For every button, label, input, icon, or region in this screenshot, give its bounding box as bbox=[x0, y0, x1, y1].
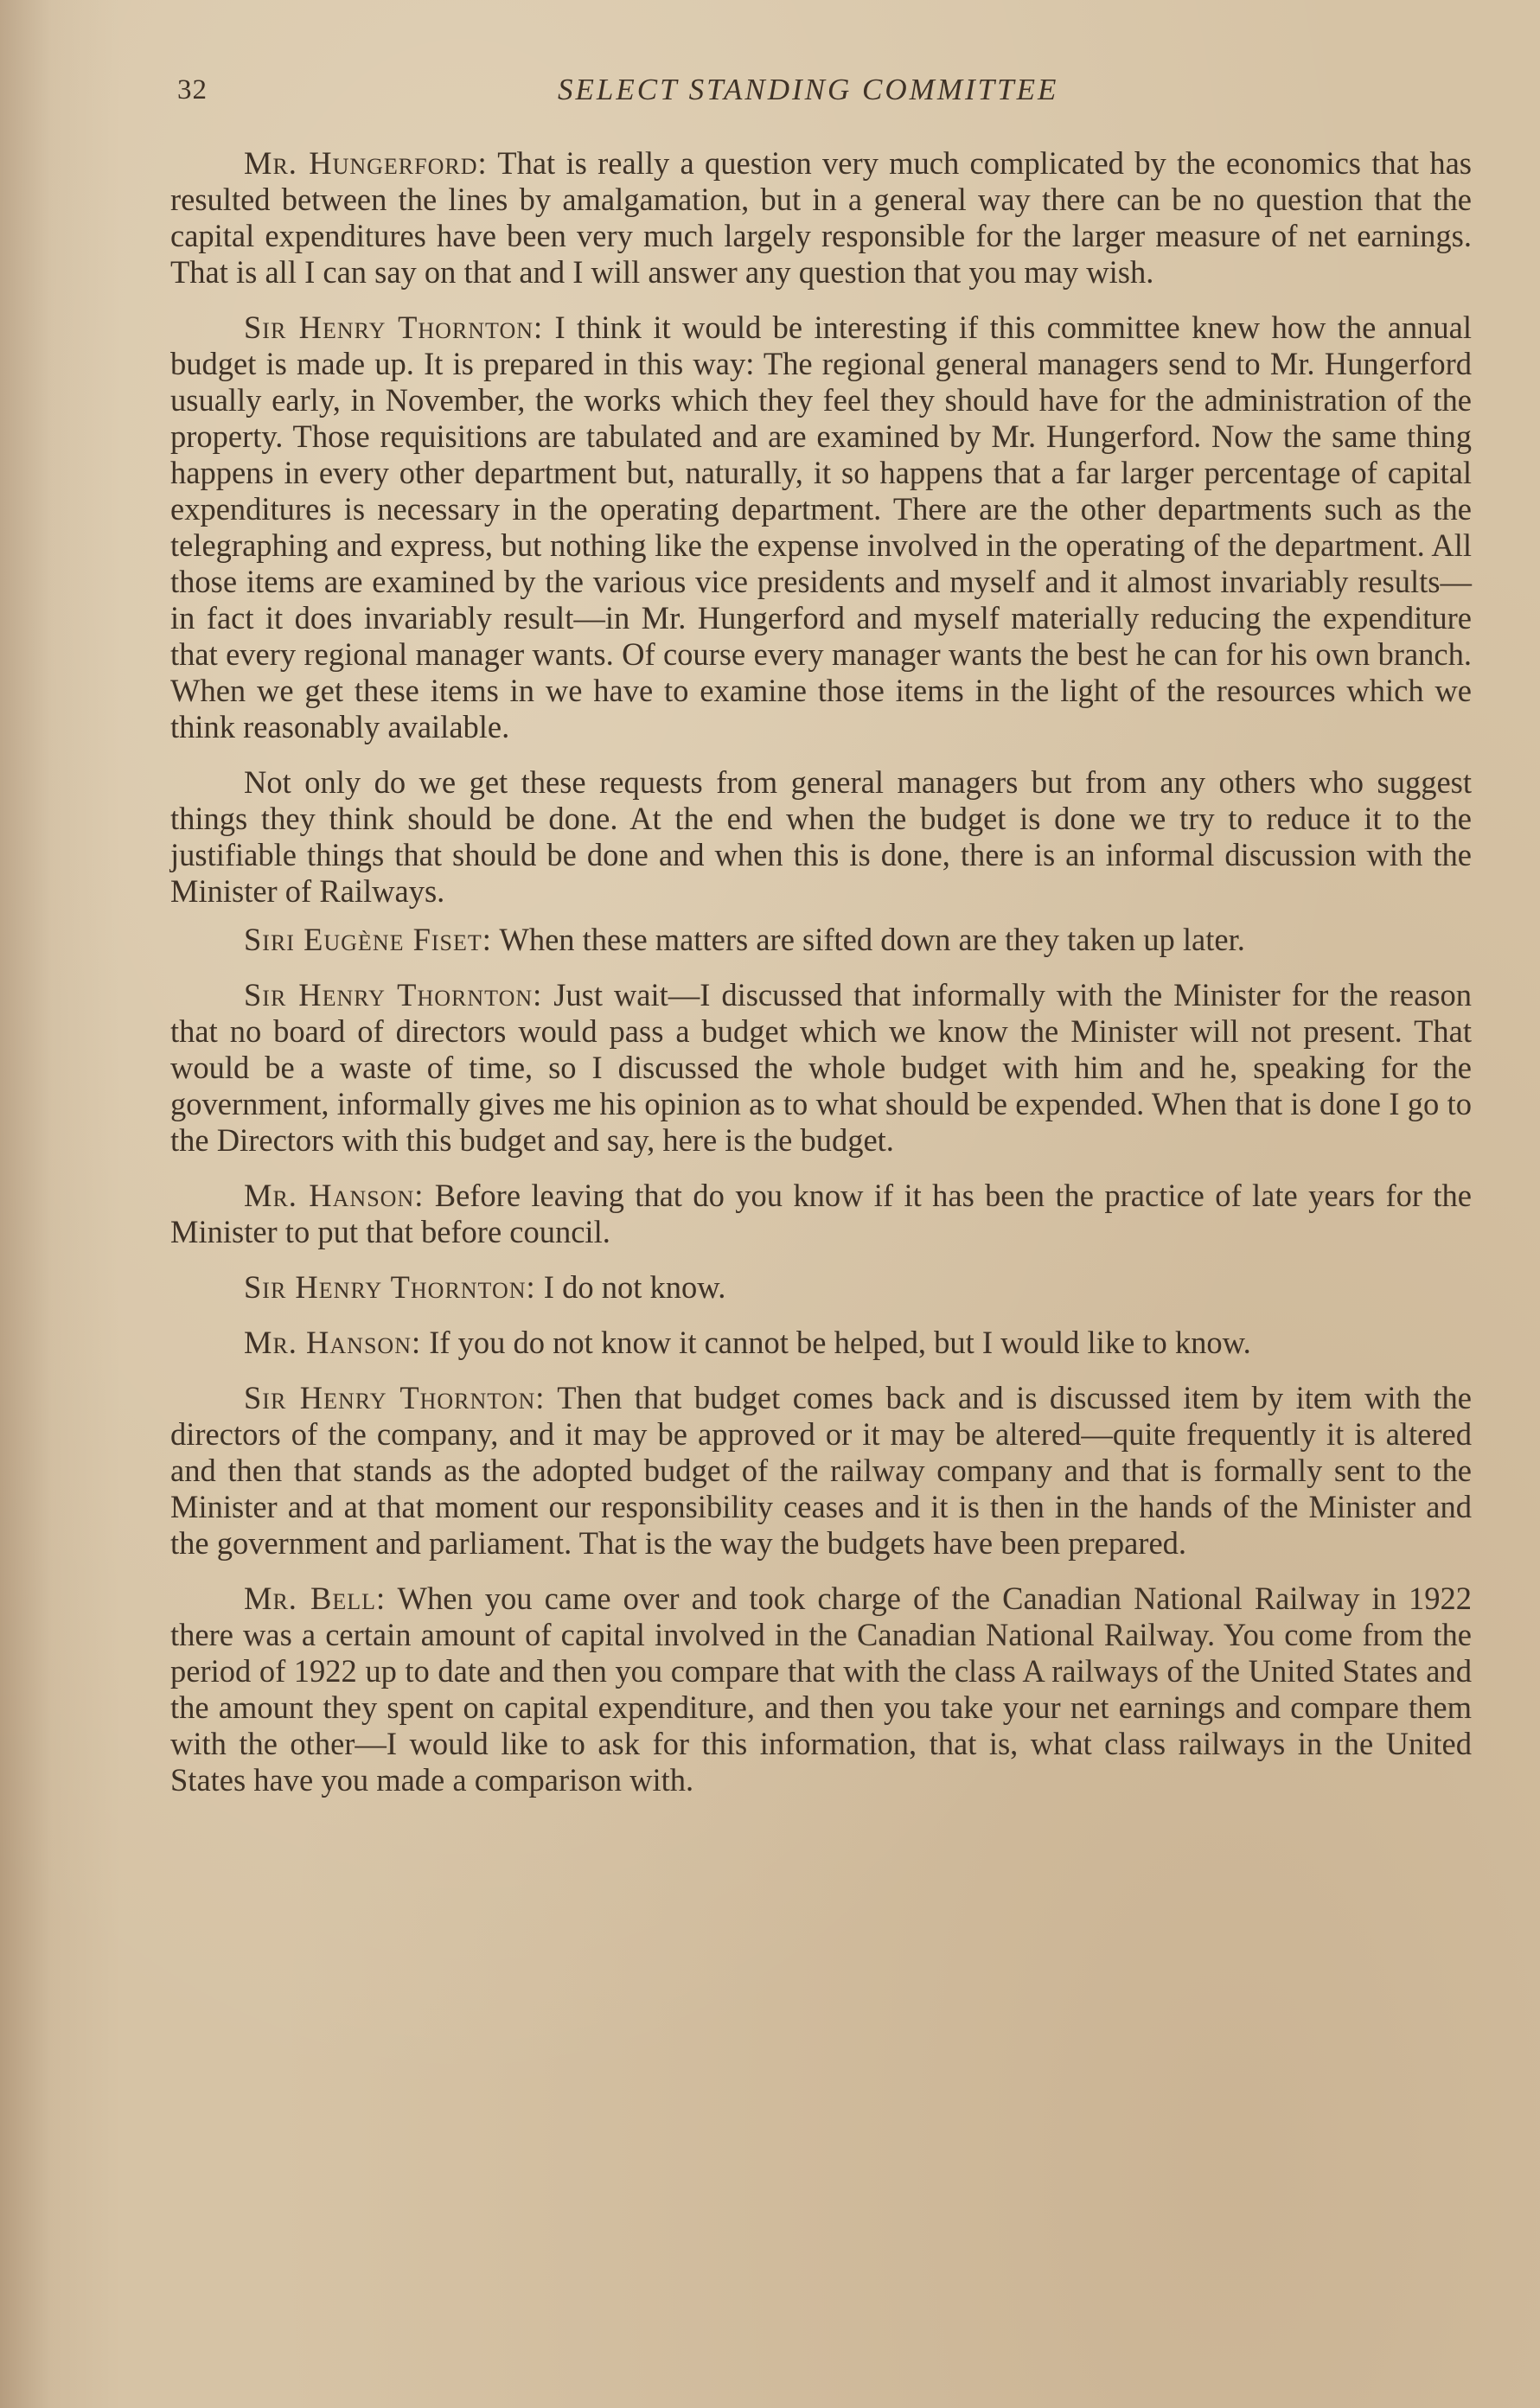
paragraph-text: If you do not know it cannot be helped, but I would like to know. bbox=[421, 1325, 1251, 1360]
page-number: 32 bbox=[177, 74, 208, 105]
speaker-name: Sir Henry Thornton: bbox=[244, 310, 544, 345]
paragraph bbox=[170, 1380, 1472, 1562]
speaker-name: Mr. Hanson: bbox=[244, 1325, 422, 1360]
paragraph-text: When you came over and took charge of the Canadian National Railway in 1922 there was a certain amount of capital involved in the Canadian National Railway. You come from the period of 1922 up to date and then you compare that with the class A railways of the United States and the amount they spent on capital expenditure, and then you take your net earnings and compare them with the other—I would like to ask for this information, that is, what class railways in the United States have you made a comparison with. bbox=[170, 1581, 1472, 1798]
paragraph-text: I do not know. bbox=[535, 1269, 726, 1305]
paragraph bbox=[170, 977, 1472, 1159]
speaker-name: Sir Henry Thornton: bbox=[244, 1269, 536, 1305]
paragraph bbox=[170, 1325, 1472, 1361]
paragraph-text: Not only do we get these requests from general managers but from any others who suggest things they think should be done. At the end when the budget is done we try to reduce it to the justifiable things that should be done and when this is done, there is an informal discussion with the Minister of Railways. bbox=[170, 764, 1472, 909]
page-header bbox=[177, 71, 1474, 114]
speaker-name: Siri Eugène Fiset: bbox=[244, 922, 492, 957]
paragraph bbox=[170, 1269, 1472, 1306]
paragraph-text: Then that budget comes back and is discussed item by item with the directors of the company, and it may be approved or it may be altered—quite frequently it is altered and then that stands as the adopted budget of the railway company and that is formally sent to the Minister and at that moment our responsibility ceases and it is then in the hands of the Minister and the government and parliament. That is the way the budgets have been prepared. bbox=[170, 1380, 1472, 1561]
paragraph bbox=[170, 310, 1472, 745]
speaker-name: Mr. Hanson: bbox=[244, 1178, 425, 1213]
running-title: SELECT STANDING COMMITTEE bbox=[558, 73, 1059, 106]
paragraph-text: When these matters are sifted down are they taken up later. bbox=[491, 922, 1245, 957]
transcript-body bbox=[170, 145, 1472, 1817]
paragraph bbox=[170, 1581, 1472, 1798]
paragraph-text: Before leaving that do you know if it has been the practice of late years for the Minister to put that before council. bbox=[170, 1178, 1472, 1249]
speaker-name: Mr. Hungerford: bbox=[244, 145, 488, 181]
paragraph bbox=[170, 922, 1472, 958]
paragraph-text: That is really a question very much complicated by the economics that has resulted between the lines by amalgamation, but in a general way there can be no question that the capital expenditures have been very much largely responsible for the larger measure of net earnings. That is all I can say on that and I will answer any question that you may wish. bbox=[170, 145, 1472, 290]
speaker-name: Mr. Bell: bbox=[244, 1581, 387, 1616]
speaker-name: Sir Henry Thornton: bbox=[244, 977, 543, 1012]
paragraph-text: I think it would be interesting if this committee knew how the annual budget is made up. It is prepared in this way: The regional general managers send to Mr. Hungerford usually early, in November, the works which they feel they should have for the administration of the property. Those requisitions are tabulated and are examined by Mr. Hungerford. Now the same thing happens in every other department but, naturally, it so happens that a far larger percentage of capital expenditures is necessary in the operating department. There are the other departments such as the telegraphing and express, but nothing like the expense involved in the operating of the department. All those items are examined by the various vice presidents and myself and it almost invariably results—in fact it does invariably result—in Mr. Hungerford and myself materially reducing the expenditure that every regional manager wants. Of course every manager wants the best he can for his own branch. When we get these items in we have to examine those items in the light of the resources which we think reasonably available. bbox=[170, 310, 1472, 744]
paragraph bbox=[170, 145, 1472, 291]
paragraph bbox=[170, 764, 1472, 910]
paragraph bbox=[170, 1178, 1472, 1250]
speaker-name: Sir Henry Thornton: bbox=[244, 1380, 546, 1415]
paragraph-text: Just wait—I discussed that informally with the Minister for the reason that no board of directors would pass a budget which we know the Minister will not present. That would be a waste of time, so I discussed the whole budget with him and he, speaking for the government, informally gives me his opinion as to what should be expended. When that is done I go to the Directors with this budget and say, here is the budget. bbox=[170, 977, 1472, 1158]
